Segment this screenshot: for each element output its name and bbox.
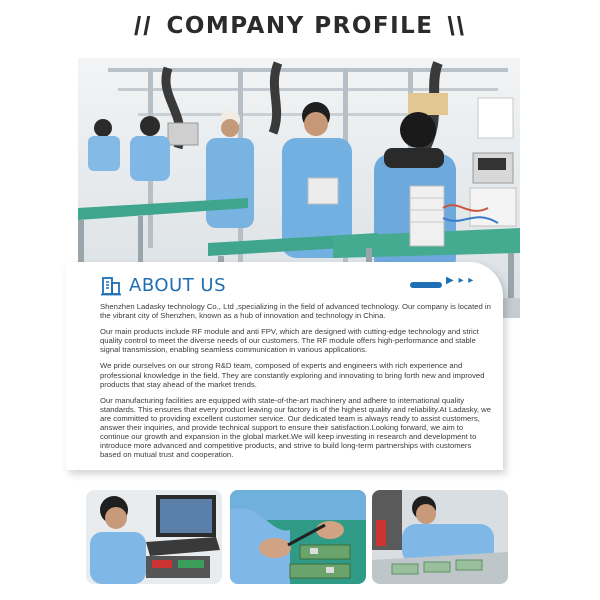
accent-pill xyxy=(410,282,442,288)
worker-laptop-photo xyxy=(86,490,222,584)
about-body xyxy=(100,302,492,466)
page-header xyxy=(0,0,600,52)
about-title: ABOUT US xyxy=(129,274,227,296)
about-paragraph: We pride ourselves on our strong R&D team, composed of experts and engineers with rich experience and professional knowledge in the field. They are constantly exploring and innovating to bring forth new and improved products that stay ahead of the market trends. xyxy=(100,361,485,389)
right-slashes: \\ xyxy=(447,10,466,41)
assembly-worker-photo xyxy=(372,490,508,584)
left-slashes: // xyxy=(134,10,153,41)
soldering-closeup-photo xyxy=(230,490,366,584)
building-icon xyxy=(100,274,122,296)
page-title: COMPANY PROFILE xyxy=(166,13,434,39)
about-us-card xyxy=(66,262,503,470)
about-paragraph: Our main products include RF module and anti FPV, which are designed with cutting-edge technology and strict quality control to meet the diverse needs of our customers. The RF module offers high-performance and stable signal transmission, enabling seamless communication in various applications. xyxy=(100,327,479,355)
about-heading xyxy=(100,274,226,296)
about-paragraph: Our manufacturing facilities are equipped with state-of-the-art machinery and adhere to international quality standards. This ensures that every product leaving our factory is of the highest quality and reliability.At Ladasky, we are committed to providing excellent customer service. Our dedicated team is always ready to assist customers, answer their inquiries, and provide technical support to ensure their satisfaction.Looking forward, we aim to continue our growth and expansion in the global market.We will keep investing in research and development to introduce more advanced and competitive products, and strive to build long-term partnerships with customers based on mutual trust and cooperation. xyxy=(100,395,491,460)
about-paragraph: Shenzhen Ladasky technology Co., Ltd ,specializing in the field of advanced technology. Our company is located in the vibrant city of Shenzhen, known as a hub of innovation and technology in China. xyxy=(100,302,491,321)
arrow-decoration-icon: ▶ ▸ ▸ xyxy=(446,275,475,286)
